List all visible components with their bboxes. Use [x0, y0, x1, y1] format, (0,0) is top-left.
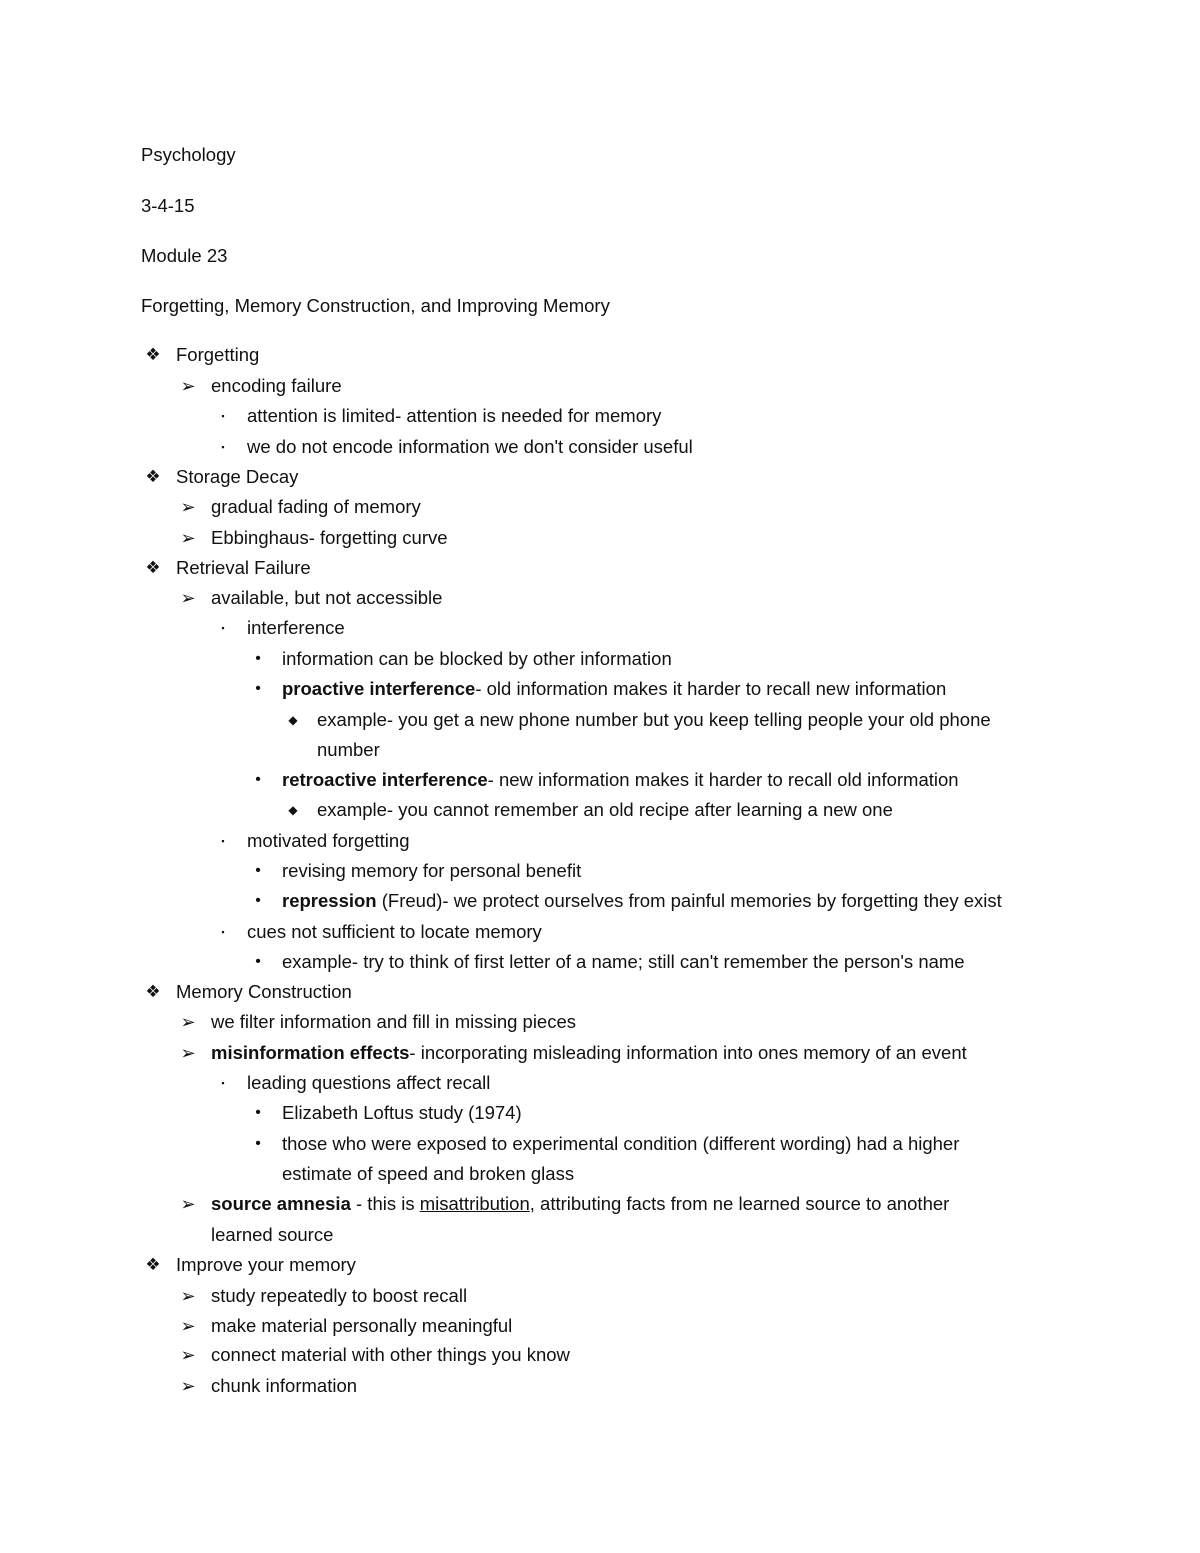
diamond-bullet-icon: ◆ — [288, 713, 298, 727]
arrow-bullet-icon: ➢ — [180, 528, 196, 548]
arrow-bullet-icon: ➢ — [180, 497, 196, 517]
four-diamond-bullet-icon: ❖ — [145, 1255, 161, 1274]
subject-line: Psychology — [141, 144, 236, 165]
term-misinformation-effects: misinformation effects — [211, 1042, 410, 1063]
arrow-bullet-icon: ➢ — [180, 1194, 196, 1214]
arrow-bullet-icon: ➢ — [180, 1286, 196, 1306]
page-title: Forgetting, Memory Construction, and Improving Memory — [141, 295, 610, 316]
underlined-misattribution: misattribution — [419, 1193, 530, 1214]
date-line: 3-4-15 — [141, 195, 195, 216]
dot-bullet-icon: • — [255, 892, 261, 909]
document-page: Psychology 3-4-15 Module 23 Forgetting, Memory Construction, and Improving Memory ❖ Forgetting ➢ encoding failure ▪ attention is limited- attention is needed for memory ▪ we do not encode information we don't consider useful ❖ Storage Decay ➢ gradual fading of memory ➢ Ebbinghaus- forgetting curve ❖ Retrieval Failure ➢ available, but not accessible ▪ interference • information can be blocked by other information • proactive interference- old information makes it harder to recall new information ◆ example- you get a new phone number but you keep telling people your old phone number • retroactive interference- new information makes it harder to recall old information ◆ example- you cannot remember an old recipe after learning a new one ▪ motivated forgetting • revising memory for personal benefit • repression (Freud)- we protect ourselves from painful memories by forgetting they exist ▪ cues not sufficient to locate memory • example- try to think of first letter of a name; still can't remember the person's name ❖ Memory Construction ➢ we filter information and fill in missing pieces ➢ misinformation effects- incorporating misleading information into ones memory of an event ▪ leading questions affect recall • Elizabeth Loftus study (1974) • those who were exposed to experimental condition (different wording) had a higher estimate of speed and broken glass ➢ source amnesia - this is misattribution, attributing facts from ne learned source to another learned source ❖ Improve your memory ➢ study repeatedly to boost recall ➢ make material personally meaningful ➢ connect material with other things you know ➢ chunk information — [141, 144, 1002, 1396]
arrow-bullet-icon: ➢ — [180, 1043, 196, 1063]
square-bullet-icon: ▪ — [221, 623, 225, 633]
square-bullet-icon: ▪ — [221, 411, 225, 421]
dot-bullet-icon: • — [255, 1135, 261, 1152]
dot-bullet-icon: • — [255, 771, 261, 788]
term-proactive-interference: proactive interference — [282, 678, 476, 699]
dot-bullet-icon: • — [255, 862, 261, 879]
term-retroactive-interference: retroactive interference — [282, 769, 488, 790]
arrow-bullet-icon: ➢ — [180, 1376, 196, 1396]
four-diamond-bullet-icon: ❖ — [145, 982, 161, 1001]
term-source-amnesia: source amnesia — [211, 1193, 351, 1214]
square-bullet-icon: ▪ — [221, 1078, 225, 1088]
four-diamond-bullet-icon: ❖ — [145, 558, 161, 577]
dot-bullet-icon: • — [255, 953, 261, 970]
arrow-bullet-icon: ➢ — [180, 376, 196, 396]
arrow-bullet-icon: ➢ — [180, 588, 196, 608]
dot-bullet-icon: • — [255, 1104, 261, 1121]
term-repression: repression — [282, 890, 377, 911]
square-bullet-icon: ▪ — [221, 442, 225, 452]
arrow-bullet-icon: ➢ — [180, 1316, 196, 1336]
arrow-bullet-icon: ➢ — [180, 1012, 196, 1032]
square-bullet-icon: ▪ — [221, 927, 225, 937]
dot-bullet-icon: • — [255, 680, 261, 697]
arrow-bullet-icon: ➢ — [180, 1345, 196, 1365]
dot-bullet-icon: • — [255, 650, 261, 667]
module-line: Module 23 — [141, 245, 228, 266]
square-bullet-icon: ▪ — [221, 836, 225, 846]
diamond-bullet-icon: ◆ — [288, 803, 298, 817]
four-diamond-bullet-icon: ❖ — [145, 467, 161, 486]
four-diamond-bullet-icon: ❖ — [145, 345, 161, 364]
